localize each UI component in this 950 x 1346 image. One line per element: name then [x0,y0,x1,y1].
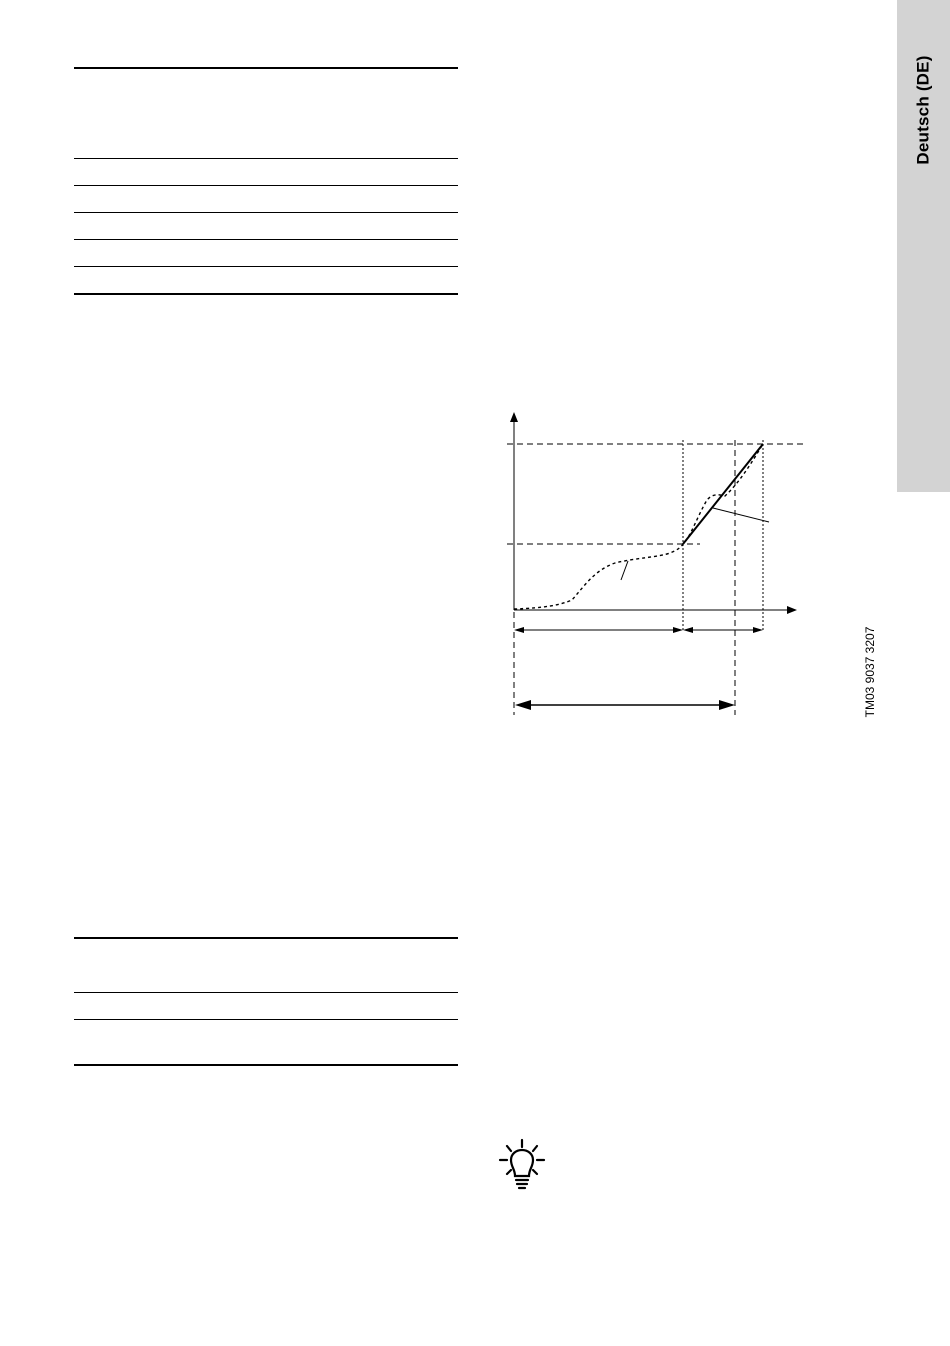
curve-actual [514,444,763,609]
table-rule [74,158,458,159]
table-rule [74,1019,458,1020]
ramp-line [683,444,763,544]
x-axis-arrow [787,606,797,614]
table-rule [74,67,458,69]
table-rule [74,239,458,240]
y-axis-arrow [510,412,518,422]
pointer-ramp [713,508,769,522]
language-tab [897,0,950,492]
table-rule [74,293,458,295]
pointer-curve [621,561,628,580]
table-rule [74,1064,458,1066]
lightbulb-icon [498,1138,546,1192]
language-tab-label: Deutsch (DE) [913,55,933,165]
table-rule [74,212,458,213]
table-rule [74,185,458,186]
table-rule [74,992,458,993]
table-rule [74,937,458,939]
table-rule [74,266,458,267]
